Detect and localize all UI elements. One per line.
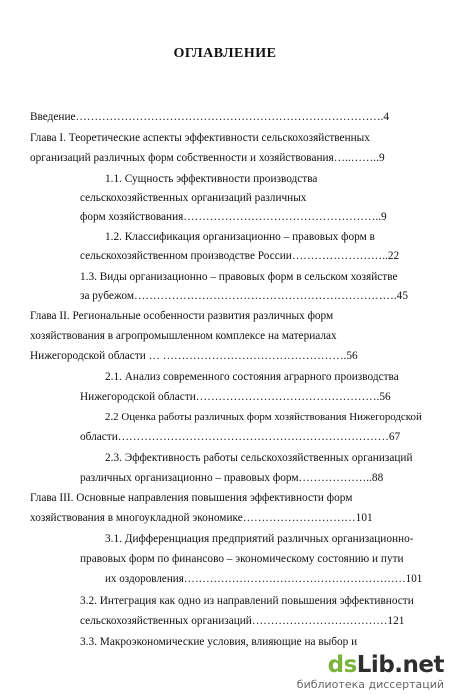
page-title: ОГЛАВЛЕНИЕ <box>173 46 277 61</box>
toc-section-2-1-line-1: 2.1. Анализ современного состояния аграрного производства <box>105 371 399 383</box>
toc-section-3-2-line-2: сельскохозяйственных организаций………………………………121 <box>80 615 405 627</box>
toc-section-2-2-line-1: 2.2 Оценка работы различных форм хозяйствования Нижегородской <box>105 411 422 423</box>
toc-entry-introduction: Введение……………………………………………………………………….4 <box>30 111 390 123</box>
toc-chapter-2-line-1: Глава II. Региональные особенности развития различных форм <box>30 310 334 322</box>
toc-section-2-3-line-2: различных организационно – правовых форм………………..88 <box>80 472 384 484</box>
toc-section-1-3-line-1: 1.3. Виды организационно – правовых форм в сельском хозяйстве <box>80 271 398 283</box>
toc-section-1-1-line-1: 1.1. Сущность эффективности производства <box>105 173 318 185</box>
toc-section-1-1-line-3: форм хозяйствования……………………………………………..9 <box>80 211 387 223</box>
toc-section-1-2-line-1: 1.2. Классификация организационно – правовых форм в <box>105 231 375 243</box>
toc-section-3-1-line-2: правовых форм по финансово – экономическому состоянию и пути <box>80 553 404 565</box>
toc-section-2-3-line-1: 2.3. Эффективность работы сельскохозяйственных организаций <box>105 452 413 464</box>
toc-section-3-3-line-1: 3.3. Макроэкономические условия, влияющие на выбор и <box>80 636 358 648</box>
toc-chapter-3-line-1: Глава III. Основные направления повышения эффективности форм <box>30 492 353 504</box>
toc-section-1-1-line-2: сельскохозяйственных организаций различных <box>80 192 307 204</box>
toc-chapter-2-line-2: хозяйствования в агропромышленном комплексе на материалах <box>30 330 337 342</box>
toc-chapter-1-line-1: Глава I. Теоретические аспекты эффективности сельскохозяйственных <box>30 132 370 144</box>
watermark-subtitle: библиотека диссертаций <box>296 678 444 691</box>
toc-section-1-3-line-2: за рубежом…………………………………………………………….45 <box>80 290 408 302</box>
toc-section-3-1-line-3: их оздоровления……………………………………………………101 <box>105 573 423 585</box>
toc-section-3-2-line-1: 3.2. Интеграция как одно из направлений повышения эффективности <box>80 595 414 607</box>
toc-chapter-3-line-2: хозяйствования в многоукладной экономике…………………………101 <box>30 512 373 524</box>
toc-section-1-2-line-2: сельскохозяйственном производстве России……………………..22 <box>80 250 400 262</box>
toc-section-3-1-line-1: 3.1. Дифференциация предприятий различных организационно- <box>105 533 414 545</box>
toc-section-2-2-line-2: области………………………………………………………………67 <box>80 431 401 443</box>
watermark <box>297 654 444 690</box>
watermark-logo: dsLib.net <box>327 652 444 678</box>
toc-chapter-2-line-3: Нижегородской области … ………………………………………….56 <box>30 350 358 362</box>
toc-section-2-1-line-2: Нижегородской области………………………………………….56 <box>80 391 391 403</box>
toc-chapter-1-line-2: организаций различных форм собственности и хозяйствования…..……..9 <box>30 152 385 164</box>
